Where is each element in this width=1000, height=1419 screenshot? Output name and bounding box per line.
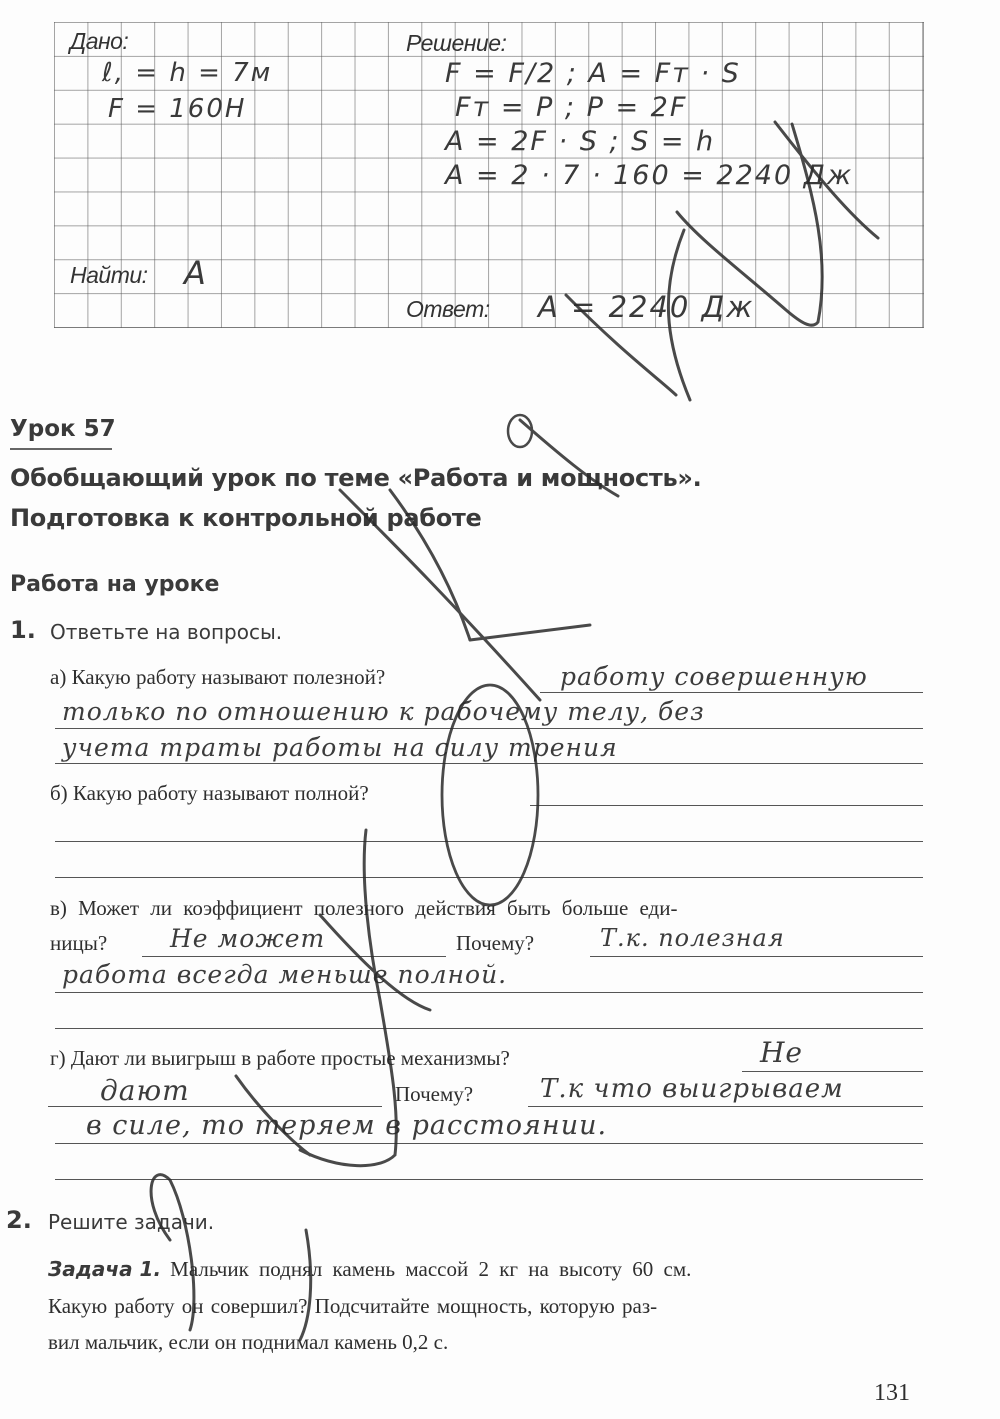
answer-line-d-2 [48, 1106, 382, 1107]
answer-line-c-why [590, 956, 923, 957]
task-1-instruction: Ответьте на вопросы. [50, 620, 283, 644]
answer-c-why-line-2[interactable]: работа всегда меньше полной. [62, 960, 508, 989]
answer-a-line-3[interactable]: учета траты работы на силу трения [62, 733, 618, 762]
question-a: а) Какую работу называют полезной? [50, 665, 386, 689]
question-d-why: Почему? [395, 1082, 474, 1106]
page-number: 131 [874, 1380, 910, 1406]
answer-line-c-3[interactable] [55, 1028, 923, 1029]
lesson-number-underline [10, 448, 112, 450]
answer-line-b-2[interactable] [55, 841, 923, 842]
lesson-number: Урок 57 [10, 416, 116, 442]
problem-1-text-line-3: вил мальчик, если он поднимал камень 0,2 с. [48, 1330, 449, 1354]
answer-c-short[interactable]: Не может [170, 924, 326, 953]
answer-line-c-2 [55, 992, 923, 993]
find-label: Найти: [70, 262, 148, 288]
answer-line-d-why [528, 1106, 923, 1107]
question-b: б) Какую работу называют полной? [50, 781, 369, 805]
problem-1-text-line-2: Какую работу он совершил? Подсчитайте мощность, которую раз- [48, 1294, 658, 1318]
answer-d-part-2[interactable]: дают [100, 1074, 190, 1107]
answer-d-part-1[interactable]: Не [760, 1036, 803, 1069]
question-c-line-2-prefix: ницы? [50, 931, 108, 955]
answer-d-why-line-2[interactable]: в силе, то теряем в расстоянии. [86, 1110, 608, 1141]
answer-line-a-2 [55, 728, 923, 729]
problem-1-text-line-1: Мальчик поднял камень массой 2 кг на высоту 60 см. [170, 1257, 692, 1281]
solution-line-2: Fт = P ; P = 2F [455, 92, 688, 123]
answer-line-d-1 [742, 1071, 923, 1072]
solution-line-1: F = F/2 ; A = Fт · S [445, 58, 741, 89]
answer-label: Ответ: [406, 296, 490, 322]
given-line-2: F = 160Н [108, 94, 247, 124]
solution-line-3: A = 2F · S ; S = h [445, 126, 716, 157]
answer-d-why-line-1[interactable]: Т.к что выигрываем [540, 1074, 844, 1104]
section-heading: Работа на уроке [10, 572, 220, 597]
answer-line-c-short [142, 956, 446, 957]
problem-1-label: Задача 1. [48, 1257, 162, 1281]
answer-line-d-3 [55, 1143, 923, 1144]
lesson-title-line-2: Подготовка к контрольной работе [10, 504, 482, 532]
given-line-1: ℓ, = h = 7м [102, 58, 273, 88]
task-2-number: 2. [6, 1206, 32, 1234]
answer-line-a-1 [540, 692, 923, 693]
answer-c-why-line-1[interactable]: Т.к. полезная [600, 924, 785, 952]
solution-line-4: A = 2 · 7 · 160 = 2240 Дж [445, 160, 854, 191]
given-label: Дано: [70, 28, 129, 54]
answer-line-b-1[interactable] [530, 805, 923, 806]
lesson-title-line-1: Обобщающий урок по теме «Работа и мощность». [10, 464, 702, 492]
question-c-line-1: в) Может ли коэффициент полезного действия быть больше еди- [50, 896, 678, 920]
task-2-instruction: Решите задачи. [48, 1210, 215, 1234]
question-d: г) Дают ли выигрыш в работе простые механизмы? [50, 1046, 510, 1070]
find-value: A [184, 254, 208, 292]
problem-1 [48, 1257, 928, 1282]
task-1-number: 1. [10, 616, 36, 644]
question-c-why: Почему? [456, 931, 535, 955]
answer-a-line-2[interactable]: только по отношению к рабочему телу, без [62, 697, 705, 726]
answer-line-d-4[interactable] [55, 1179, 923, 1180]
answer-line-b-3[interactable] [55, 877, 923, 878]
answer-line-a-3 [55, 763, 923, 764]
answer-value: A = 2240 Дж [538, 290, 755, 324]
solution-label: Решение: [406, 30, 507, 56]
answer-a-line-1[interactable]: работу совершенную [560, 662, 868, 691]
